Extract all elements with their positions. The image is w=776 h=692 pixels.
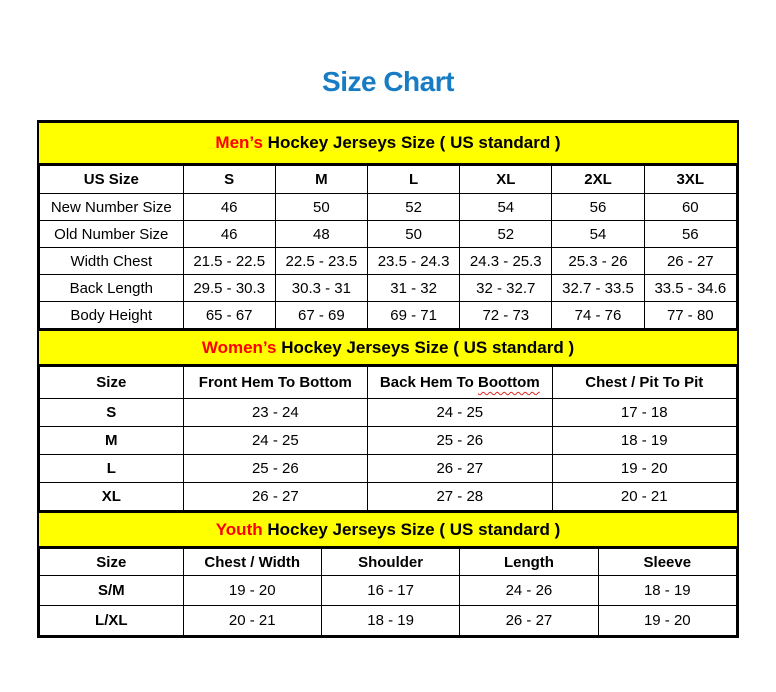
table-cell: 54 [552,221,644,248]
table-cell: 26 - 27 [460,606,598,636]
table-cell: 20 - 21 [552,483,736,511]
table-cell: 18 - 19 [552,427,736,455]
table-cell: 25 - 26 [183,455,367,483]
column-header [368,367,552,399]
youth-header-row [40,549,737,576]
table-row [40,483,737,511]
table-cell: 31 - 32 [367,275,459,302]
table-cell: 52 [460,221,552,248]
youth-banner-text: Hockey Jerseys Size ( US standard ) [262,519,561,539]
table-row [40,248,737,275]
table-row [40,455,737,483]
table-cell: 27 - 28 [368,483,552,511]
womens-section-banner [39,329,737,366]
table-row [40,221,737,248]
row-label: L [40,455,184,483]
size-chart-table [37,120,739,638]
mens-header-row [40,166,737,194]
row-label: M [40,427,184,455]
column-header: Size [40,367,184,399]
column-header: Chest / Width [183,549,321,576]
table-cell: 17 - 18 [552,399,736,427]
column-header: Length [460,549,598,576]
row-label: Width Chest [40,248,184,275]
table-cell: 69 - 71 [367,302,459,329]
womens-banner-text: Hockey Jerseys Size ( US standard ) [276,337,575,357]
table-cell: 18 - 19 [321,606,459,636]
table-cell: 46 [183,221,275,248]
womens-header-row [40,367,737,399]
table-cell: 25.3 - 26 [552,248,644,275]
row-label: Body Height [40,302,184,329]
table-cell: 24 - 25 [183,427,367,455]
row-label: S [40,399,184,427]
table-row [40,427,737,455]
table-cell: 25 - 26 [368,427,552,455]
mens-size-table [39,165,737,329]
table-row [40,275,737,302]
table-cell: 22.5 - 23.5 [275,248,367,275]
misspelled-word: Boottom [478,374,540,391]
table-cell: 32.7 - 33.5 [552,275,644,302]
column-header: S [183,166,275,194]
row-label: Back Length [40,275,184,302]
table-cell: 18 - 19 [598,576,736,606]
table-cell: 24 - 25 [368,399,552,427]
table-cell: 26 - 27 [368,455,552,483]
table-cell: 23.5 - 24.3 [367,248,459,275]
column-header: Front Hem To Bottom [183,367,367,399]
table-row [40,606,737,636]
table-cell: 30.3 - 31 [275,275,367,302]
page-title: Size Chart [322,66,454,97]
table-cell: 65 - 67 [183,302,275,329]
column-header: Chest / Pit To Pit [552,367,736,399]
youth-size-table [39,548,737,636]
row-label: S/M [40,576,184,606]
column-header: Sleeve [598,549,736,576]
mens-banner-text: Hockey Jerseys Size ( US standard ) [262,133,561,152]
column-header: 3XL [644,166,736,194]
table-cell: 24.3 - 25.3 [460,248,552,275]
table-cell: 46 [183,194,275,221]
table-cell: 24 - 26 [460,576,598,606]
table-row [40,399,737,427]
womens-banner-accent: Women’s [201,337,277,357]
table-cell: 72 - 73 [460,302,552,329]
table-cell: 19 - 20 [552,455,736,483]
row-label: XL [40,483,184,511]
table-cell: 56 [552,194,644,221]
column-header: L [367,166,459,194]
column-header: 2XL [552,166,644,194]
column-header: M [275,166,367,194]
table-row [40,302,737,329]
mens-section-banner [39,122,737,165]
column-header: Shoulder [321,549,459,576]
table-cell: 54 [460,194,552,221]
youth-banner-accent: Youth [215,519,263,539]
table-cell: 48 [275,221,367,248]
table-cell: 56 [644,221,736,248]
youth-section-banner [39,511,737,548]
table-cell: 29.5 - 30.3 [183,275,275,302]
column-header: US Size [40,166,184,194]
mens-banner-accent: Men’s [215,133,263,152]
row-label: Old Number Size [40,221,184,248]
table-cell: 26 - 27 [183,483,367,511]
womens-size-table [39,366,737,511]
table-row [40,194,737,221]
table-cell: 67 - 69 [275,302,367,329]
table-cell: 19 - 20 [598,606,736,636]
table-row [40,576,737,606]
table-cell: 50 [275,194,367,221]
table-cell: 23 - 24 [183,399,367,427]
table-cell: 77 - 80 [644,302,736,329]
table-cell: 52 [367,194,459,221]
row-label: L/XL [40,606,184,636]
table-cell: 60 [644,194,736,221]
row-label: New Number Size [40,194,184,221]
table-cell: 21.5 - 22.5 [183,248,275,275]
table-cell: 26 - 27 [644,248,736,275]
table-cell: 16 - 17 [321,576,459,606]
column-header: XL [460,166,552,194]
column-header: Size [40,549,184,576]
table-cell: 50 [367,221,459,248]
table-cell: 32 - 32.7 [460,275,552,302]
column-header-text: Back Hem To [379,374,479,391]
table-cell: 33.5 - 34.6 [644,275,736,302]
table-cell: 19 - 20 [183,576,321,606]
table-cell: 74 - 76 [552,302,644,329]
table-cell: 20 - 21 [183,606,321,636]
